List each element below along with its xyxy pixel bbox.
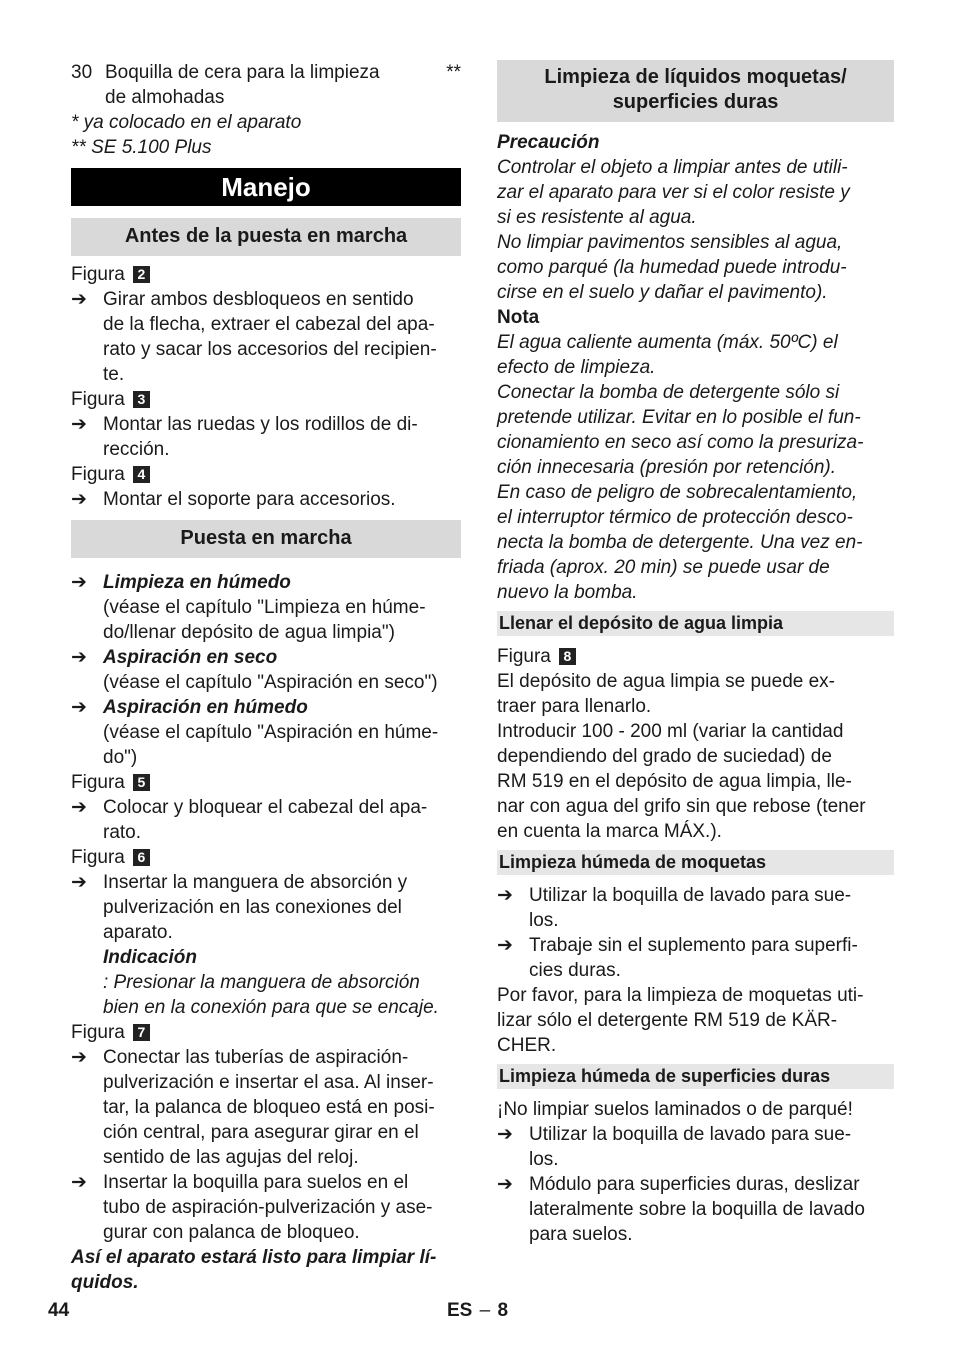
bullet-step: [497, 1122, 894, 1172]
figure-ref: [71, 845, 461, 870]
section-heading-liquid-cleaning: [497, 60, 894, 122]
section-heading-line: Limpieza de líquidos moquetas/: [544, 66, 847, 88]
step-line: te.: [103, 364, 125, 385]
step-line: Conectar las tuberías de aspiración-: [103, 1047, 409, 1068]
bullet-step: [71, 795, 461, 845]
figure-ref: [71, 1020, 461, 1045]
mode-item: [71, 645, 461, 695]
chapter-banner: Manejo: [71, 168, 461, 206]
note-line: efecto de limpieza.: [497, 357, 656, 378]
step-line: aparato.: [103, 922, 173, 943]
caution-line: cirse en el suelo y dañar el pavimento).: [497, 282, 828, 303]
section-heading-start-up: Puesta en marcha: [71, 520, 461, 558]
right-column: [497, 60, 894, 1247]
figure-number-badge: 2: [133, 266, 150, 283]
arrow-icon: ➔: [71, 872, 87, 893]
step-line: rección.: [103, 439, 170, 460]
carpet-line: lizar sólo el detergente RM 519 de KÄR-: [497, 1010, 838, 1031]
figure-label: Figura: [71, 264, 125, 285]
mode-title: Aspiración en seco: [103, 647, 278, 668]
fill-line: RM 519 en el depósito de agua limpia, lle-: [497, 771, 852, 792]
figure-label: Figura: [71, 464, 125, 485]
carpet-line: CHER.: [497, 1035, 557, 1056]
caution-line: si es resistente al agua.: [497, 207, 697, 228]
page-number: 44: [48, 1300, 70, 1321]
left-column: [71, 60, 461, 1295]
language-code: ES: [447, 1300, 473, 1321]
subsection-carpet-cleaning: Limpieza húmeda de moquetas: [497, 850, 894, 875]
step-line: rato y sacar los accesorios del recipien-: [103, 339, 437, 360]
language-page-indicator: [447, 1298, 508, 1323]
bullet-step: [497, 1172, 894, 1247]
figure-ref: [71, 262, 461, 287]
figure-number-badge: 3: [133, 391, 150, 408]
step-line: de la flecha, extraer el cabezal del apa-: [103, 314, 435, 335]
step-line: pulverización en las conexiones del: [103, 897, 402, 918]
note-line: cionamiento en seco así como la presuriza-: [497, 432, 864, 453]
mode-line: do"): [103, 747, 138, 768]
mode-line: (véase el capítulo "Aspiración en húme-: [103, 722, 439, 743]
figure-label: Figura: [71, 847, 125, 868]
arrow-icon: ➔: [71, 1047, 87, 1068]
step-line: Utilizar la boquilla de lavado para sue-: [529, 885, 852, 906]
arrow-icon: ➔: [497, 935, 513, 956]
mode-title: Limpieza en húmedo: [103, 572, 291, 593]
step-line: los.: [529, 1149, 559, 1170]
figure-ref: [71, 770, 461, 795]
step-line: ción central, para asegurar girar en el: [103, 1122, 419, 1143]
subsection-hard-floor-cleaning: Limpieza húmeda de superficies duras: [497, 1064, 894, 1089]
carpet-detergent-note: [497, 983, 894, 1058]
step-line: Módulo para superficies duras, deslizar: [529, 1174, 860, 1195]
figure-number-badge: 5: [133, 774, 150, 791]
note-title: Nota: [497, 307, 540, 328]
note-line: El agua caliente aumenta (máx. 50ºC) el: [497, 332, 838, 353]
figure-number-badge: 6: [133, 849, 150, 866]
step-line: rato.: [103, 822, 142, 843]
figure-number-badge: 8: [559, 648, 576, 665]
step-line: Insertar la manguera de absorción y: [103, 872, 408, 893]
step-line: Montar el soporte para accesorios.: [103, 489, 396, 510]
caution-line: zar el aparato para ver si el color resiste y: [497, 182, 850, 203]
step-line: Girar ambos desbloqueos en sentido: [103, 289, 414, 310]
figure-number-badge: 4: [133, 466, 150, 483]
bullet-step: [71, 287, 461, 387]
note-line: Conectar la bomba de detergente sólo si: [497, 382, 840, 403]
caution-title: Precaución: [497, 132, 600, 153]
figure-label: Figura: [71, 772, 125, 793]
figure-ref: [497, 644, 894, 669]
figure-label: Figura: [71, 389, 125, 410]
fill-line: dependiendo del grado de suciedad) de: [497, 746, 832, 767]
bullet-step: [71, 412, 461, 462]
arrow-icon: ➔: [71, 414, 87, 435]
section-heading-line: superficies duras: [612, 91, 779, 113]
subsection-fill-tank: Llenar el depósito de agua limpia: [497, 611, 894, 636]
indication-title: Indicación: [103, 947, 197, 968]
note-line: el interruptor térmico de protección desco-: [497, 507, 853, 528]
arrow-icon: ➔: [71, 289, 87, 310]
item-stars: **: [446, 62, 461, 83]
ready-line: quidos.: [71, 1272, 139, 1293]
indication-line: bien en la conexión para que se encaje.: [103, 997, 439, 1018]
fill-line: traer para llenarlo.: [497, 696, 652, 717]
indication-line: : Presionar la manguera de absorción: [103, 972, 420, 993]
fill-line: nar con agua del grifo sin que rebose (tener: [497, 796, 866, 817]
note-line: En caso de peligro de sobrecalentamiento,: [497, 482, 858, 503]
caution-text: [497, 155, 894, 305]
step-line: tubo de aspiración-pulverización y ase-: [103, 1197, 433, 1218]
arrow-icon: ➔: [71, 697, 87, 718]
mode-line: (véase el capítulo "Limpieza en húme-: [103, 597, 426, 618]
bullet-step: [497, 933, 894, 983]
note-line: friada (aprox. 20 min) se puede usar de: [497, 557, 830, 578]
caution-line: No limpiar pavimentos sensibles al agua,: [497, 232, 843, 253]
arrow-icon: ➔: [71, 1172, 87, 1193]
step-line: cies duras.: [529, 960, 621, 981]
fill-line: Introducir 100 - 200 ml (variar la cantidad: [497, 721, 844, 742]
note-text: [497, 330, 894, 605]
note-line: ción innecesaria (presión por retención).: [497, 457, 837, 478]
step-line: gurar con palanca de bloqueo.: [103, 1222, 360, 1243]
mode-line: do/llenar depósito de agua limpia"): [103, 622, 395, 643]
section-heading-before-start: Antes de la puesta en marcha: [71, 218, 461, 256]
item-number: 30: [71, 62, 93, 83]
step-line: Utilizar la boquilla de lavado para sue-: [529, 1124, 852, 1145]
caution-line: Controlar el objeto a limpiar antes de utili-: [497, 157, 848, 178]
item-text-line: Boquilla de cera para la limpieza: [105, 62, 380, 83]
step-line: Trabaje sin el suplemento para superfi-: [529, 935, 858, 956]
step-line: los.: [529, 910, 559, 931]
bullet-step: [71, 870, 461, 945]
mode-line: (véase el capítulo "Aspiración en seco"): [103, 672, 438, 693]
step-line: para suelos.: [529, 1224, 633, 1245]
fill-line: El depósito de agua limpia se puede ex-: [497, 671, 836, 692]
step-line: tar, la palanca de bloqueo está en posi-: [103, 1097, 435, 1118]
mode-item: [71, 695, 461, 770]
item-text-line: de almohadas: [105, 87, 225, 108]
note-line: necta la bomba de detergente. Una vez en-: [497, 532, 863, 553]
arrow-icon: ➔: [497, 1124, 513, 1145]
step-line: Colocar y bloquear el cabezal del apa-: [103, 797, 428, 818]
figure-label: Figura: [71, 1022, 125, 1043]
figure-number-badge: 7: [133, 1024, 150, 1041]
figure-label: Figura: [497, 646, 551, 667]
step-line: Montar las ruedas y los rodillos de di-: [103, 414, 418, 435]
arrow-icon: ➔: [497, 885, 513, 906]
step-line: sentido de las agujas del reloj.: [103, 1147, 359, 1168]
bullet-step: [497, 883, 894, 933]
indication-note: [71, 945, 461, 1020]
mode-title: Aspiración en húmedo: [103, 697, 308, 718]
footnote-2: ** SE 5.100 Plus: [71, 137, 212, 158]
fill-text: [497, 669, 894, 844]
language-page-number: 8: [497, 1300, 509, 1321]
note-line: nuevo la bomba.: [497, 582, 638, 603]
figure-ref: [71, 387, 461, 412]
caution-line: como parqué (la humedad puede introdu-: [497, 257, 847, 278]
separator-dash: –: [479, 1300, 491, 1321]
step-line: pulverización e insertar el asa. Al inser-: [103, 1072, 434, 1093]
bullet-step: [71, 487, 461, 512]
arrow-icon: ➔: [71, 489, 87, 510]
arrow-icon: ➔: [497, 1174, 513, 1195]
fill-line: en cuenta la marca MÁX.).: [497, 821, 722, 842]
bullet-step: [71, 1170, 461, 1245]
arrow-icon: ➔: [71, 572, 87, 593]
step-line: lateralmente sobre la boquilla de lavado: [529, 1199, 865, 1220]
list-item-30: [71, 60, 461, 110]
ready-line: Así el aparato estará listo para limpiar lí-: [71, 1247, 437, 1268]
arrow-icon: ➔: [71, 647, 87, 668]
step-line: Insertar la boquilla para suelos en el: [103, 1172, 409, 1193]
note-line: pretende utilizar. Evitar en lo posible el fun-: [497, 407, 861, 428]
arrow-icon: ➔: [71, 797, 87, 818]
footnote-1: * ya colocado en el aparato: [71, 112, 302, 133]
bullet-step: [71, 1045, 461, 1170]
mode-item: [71, 570, 461, 645]
carpet-line: Por favor, para la limpieza de moquetas uti-: [497, 985, 864, 1006]
laminate-warning: ¡No limpiar suelos laminados o de parqué!: [497, 1099, 853, 1120]
ready-statement: [71, 1245, 461, 1295]
figure-ref: [71, 462, 461, 487]
